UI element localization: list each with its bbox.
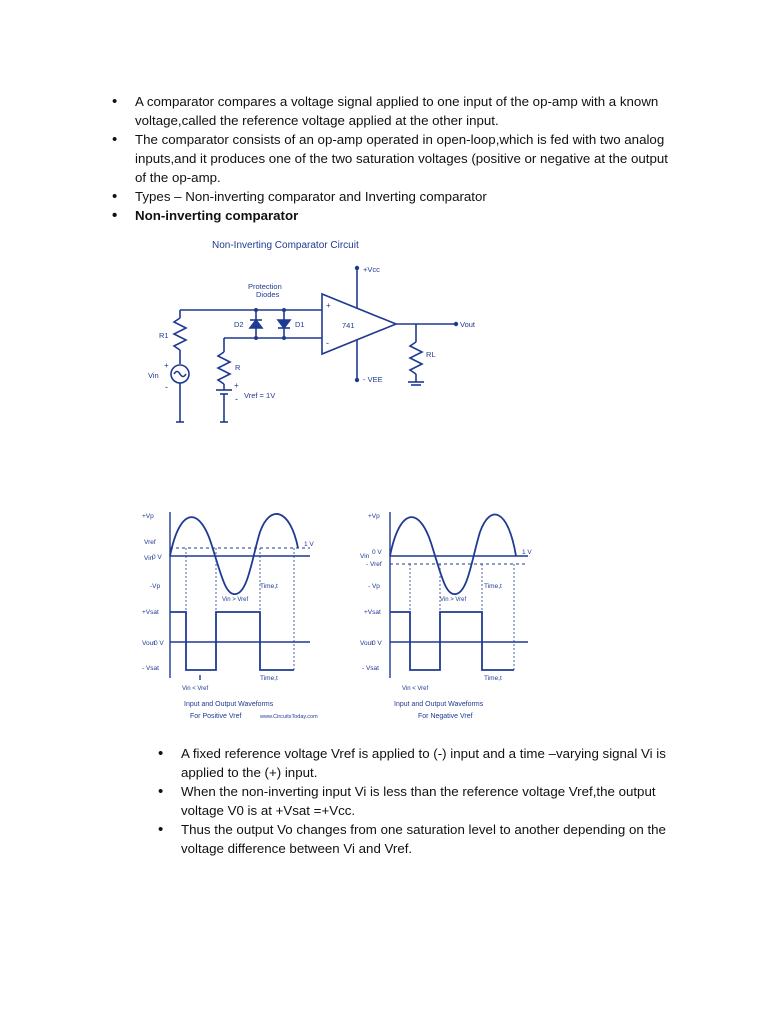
plus-input-label: + [326, 301, 331, 310]
vref-label: Vref = 1V [244, 391, 276, 400]
protection-label: Protection [248, 282, 282, 291]
vout-axis-label: Vout [142, 640, 156, 647]
vsat-label: +Vsat [364, 609, 381, 616]
vp-label: +Vp [368, 513, 380, 520]
comparator-circuit-diagram [140, 232, 476, 432]
bullet-item: • The comparator consists of an op-amp operated in open-loop,which is fed with two analog inputs,and it produces one of the two saturation voltages (positive or negative at the output of the op-amp. [112, 130, 672, 187]
bullet-item: • Thus the output Vo changes from one saturation level to another depending on the voltage difference between Vi and Vref. [158, 820, 698, 858]
vsat-label: +Vsat [142, 609, 159, 616]
zero-label: 0 V [152, 554, 162, 561]
vp-label: +Vp [142, 513, 154, 520]
cmp-bottom-label: Vin < Vref [402, 686, 429, 692]
bullet-item: • When the non-inverting input Vi is less than the reference voltage Vref,the output voltage V0 is at +Vsat =+Vcc. [158, 782, 698, 820]
neg-vp-label: -Vp [150, 583, 161, 590]
diodes-label: Diodes [256, 290, 280, 299]
cmp-top-label: Vin > Vref [222, 597, 249, 603]
cmp-bottom-label: Vin < Vref [182, 686, 209, 692]
vin-label: Vin [148, 371, 159, 380]
vcc-label: +Vcc [363, 265, 380, 274]
bullet-item: • A comparator compares a voltage signal applied to one input of the op-amp with a known voltage,called the reference voltage applied at the other input. [112, 92, 672, 130]
section-heading-bullet: • Non-inverting comparator [112, 206, 672, 225]
d2-label: D2 [234, 320, 244, 329]
zero-label: 0 V [372, 549, 382, 556]
neg-vsat-label: - Vsat [142, 665, 159, 672]
time-label: Time,t [484, 583, 502, 590]
bullet-item: • Types – Non-inverting comparator and Inverting comparator [112, 187, 672, 206]
vref-minus-sign: - [235, 394, 238, 404]
opamp-label: 741 [342, 321, 355, 330]
neg-vref-label: - Vref [366, 561, 382, 568]
caption-line2: For Positive Vref [190, 713, 242, 720]
waveform-positive-vref [140, 508, 340, 723]
vref-plus-sign: + [234, 381, 239, 390]
circuit-title: Non-Inverting Comparator Circuit [212, 240, 359, 251]
vin-axis-label: Vin [144, 555, 154, 562]
vee-label: - VEE [363, 375, 383, 384]
neg-vsat-label: - Vsat [362, 665, 379, 672]
caption-line1: Input and Output Waveforms [394, 701, 484, 708]
caption-line2: For Negative Vref [418, 713, 473, 720]
d1-label: D1 [295, 320, 305, 329]
vin-plus-sign: + [164, 361, 169, 370]
cmp-top-label: Vin > Vref [440, 597, 467, 603]
vref-label: Vref [144, 539, 156, 546]
caption-line1: Input and Output Waveforms [184, 701, 274, 708]
vin-minus-sign: - [165, 382, 168, 392]
neg-vp-label: - Vp [368, 583, 380, 590]
bullet-item: • A fixed reference voltage Vref is applied to (-) input and a time –varying signal Vi is applied to the (+) input. [158, 744, 698, 782]
waveform-negative-vref [358, 508, 558, 723]
zero2-label: 0 V [154, 640, 164, 647]
time2-label: Time,t [260, 675, 278, 682]
vout-label: Vout [460, 320, 476, 329]
rl-label: RL [426, 350, 436, 359]
vout-axis-label: Vout [360, 640, 374, 647]
r-label: R [235, 363, 241, 372]
zero2-label: 0 V [372, 640, 382, 647]
intro-bullet-list [112, 92, 672, 225]
one-v-label: 1 V [522, 549, 532, 556]
one-v-label: 1 V [304, 541, 314, 548]
vin-axis-label: Vin [360, 553, 370, 560]
r1-label: R1 [159, 331, 169, 340]
minus-input-label: - [326, 338, 329, 348]
time2-label: Time,t [484, 675, 502, 682]
explanation-bullet-list [158, 744, 698, 858]
time-label: Time,t [260, 583, 278, 590]
credit-label: www.CircuitsToday.com [260, 714, 318, 720]
